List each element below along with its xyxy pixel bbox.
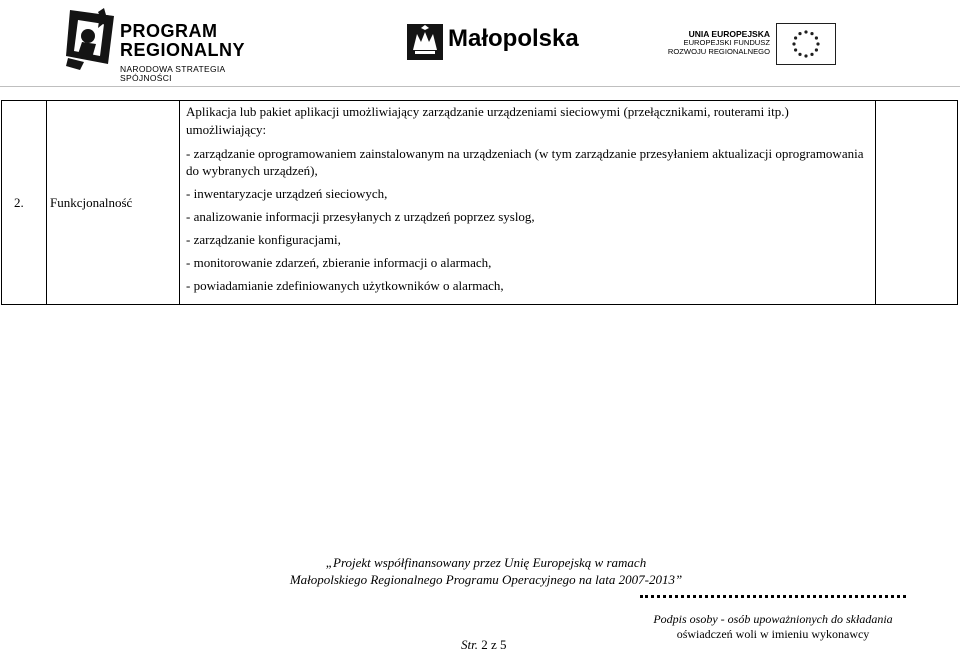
program-regionalny-logo xyxy=(64,6,260,83)
page-number xyxy=(461,638,507,652)
page-number-prefix: Str. xyxy=(461,637,478,652)
malopolska-emblem-icon xyxy=(407,24,443,60)
signature-caption xyxy=(628,612,918,642)
eu-flag-icon xyxy=(776,23,836,65)
page-number-value: 2 z 5 xyxy=(481,637,507,652)
eu-logo xyxy=(664,20,840,70)
row-number: 2. xyxy=(2,101,47,305)
list-item: - zarządzanie konfiguracjami, xyxy=(186,232,341,247)
table-row xyxy=(2,101,958,305)
list-item: - analizowanie informacji przesyłanych z urządzeń poprzez syslog, xyxy=(186,209,535,224)
list-item: - zarządzanie oprogramowaniem zainstalowanym na urządzeniach (w tym zarządzanie przesyłaniem aktualizacji oprogramowania do wybranych urządzeń), xyxy=(186,146,864,178)
list-item: - powiadamianie zdefiniowanych użytkowników o alarmach, xyxy=(186,278,504,293)
program-logo-line1: PROGRAM xyxy=(120,21,218,41)
cofinancing-line1: „Projekt współfinansowany przez Unię Europejską w ramach xyxy=(325,555,647,570)
list-item: - monitorowanie zdarzeń, zbieranie informacji o alarmach, xyxy=(186,255,492,270)
header-divider xyxy=(0,86,960,87)
program-regionalny-emblem-icon xyxy=(64,6,120,72)
cofinancing-note xyxy=(0,554,960,588)
program-logo-line2: REGIONALNY xyxy=(120,40,246,60)
list-item: - inwentaryzacje urządzeń sieciowych, xyxy=(186,186,388,201)
malopolska-logo-text: Małopolska xyxy=(448,25,579,52)
signature-caption-line1: Podpis osoby - osób upoważnionych do składania xyxy=(653,612,893,626)
signature-dotted-line xyxy=(640,595,906,603)
signature-caption-line2: oświadczeń woli w imieniu wykonawcy xyxy=(676,627,870,641)
row-label: Funkcjonalność xyxy=(47,101,180,305)
row-remarks-empty xyxy=(876,101,958,305)
program-logo-line3: NARODOWA STRATEGIA SPÓJNOŚCI xyxy=(120,64,226,83)
cofinancing-line2: Małopolskiego Regionalnego Programu Operacyjnego na lata 2007-2013” xyxy=(289,572,683,587)
eu-logo-line3: ROZWOJU REGIONALNEGO xyxy=(667,46,770,56)
malopolska-logo xyxy=(404,22,588,62)
eu-logo-line1: UNIA EUROPEJSKA xyxy=(688,29,770,39)
description-intro-continuation: umożliwiający: xyxy=(186,122,267,137)
description-intro: Aplikacja lub pakiet aplikacji umożliwiający zarządzanie urządzeniami sieciowymi (przełącznikami, routerami itp.) xyxy=(186,104,789,119)
specification-table xyxy=(1,100,958,305)
eu-logo-line2: EUROPEJSKI FUNDUSZ xyxy=(683,38,770,48)
row-description xyxy=(180,101,876,305)
